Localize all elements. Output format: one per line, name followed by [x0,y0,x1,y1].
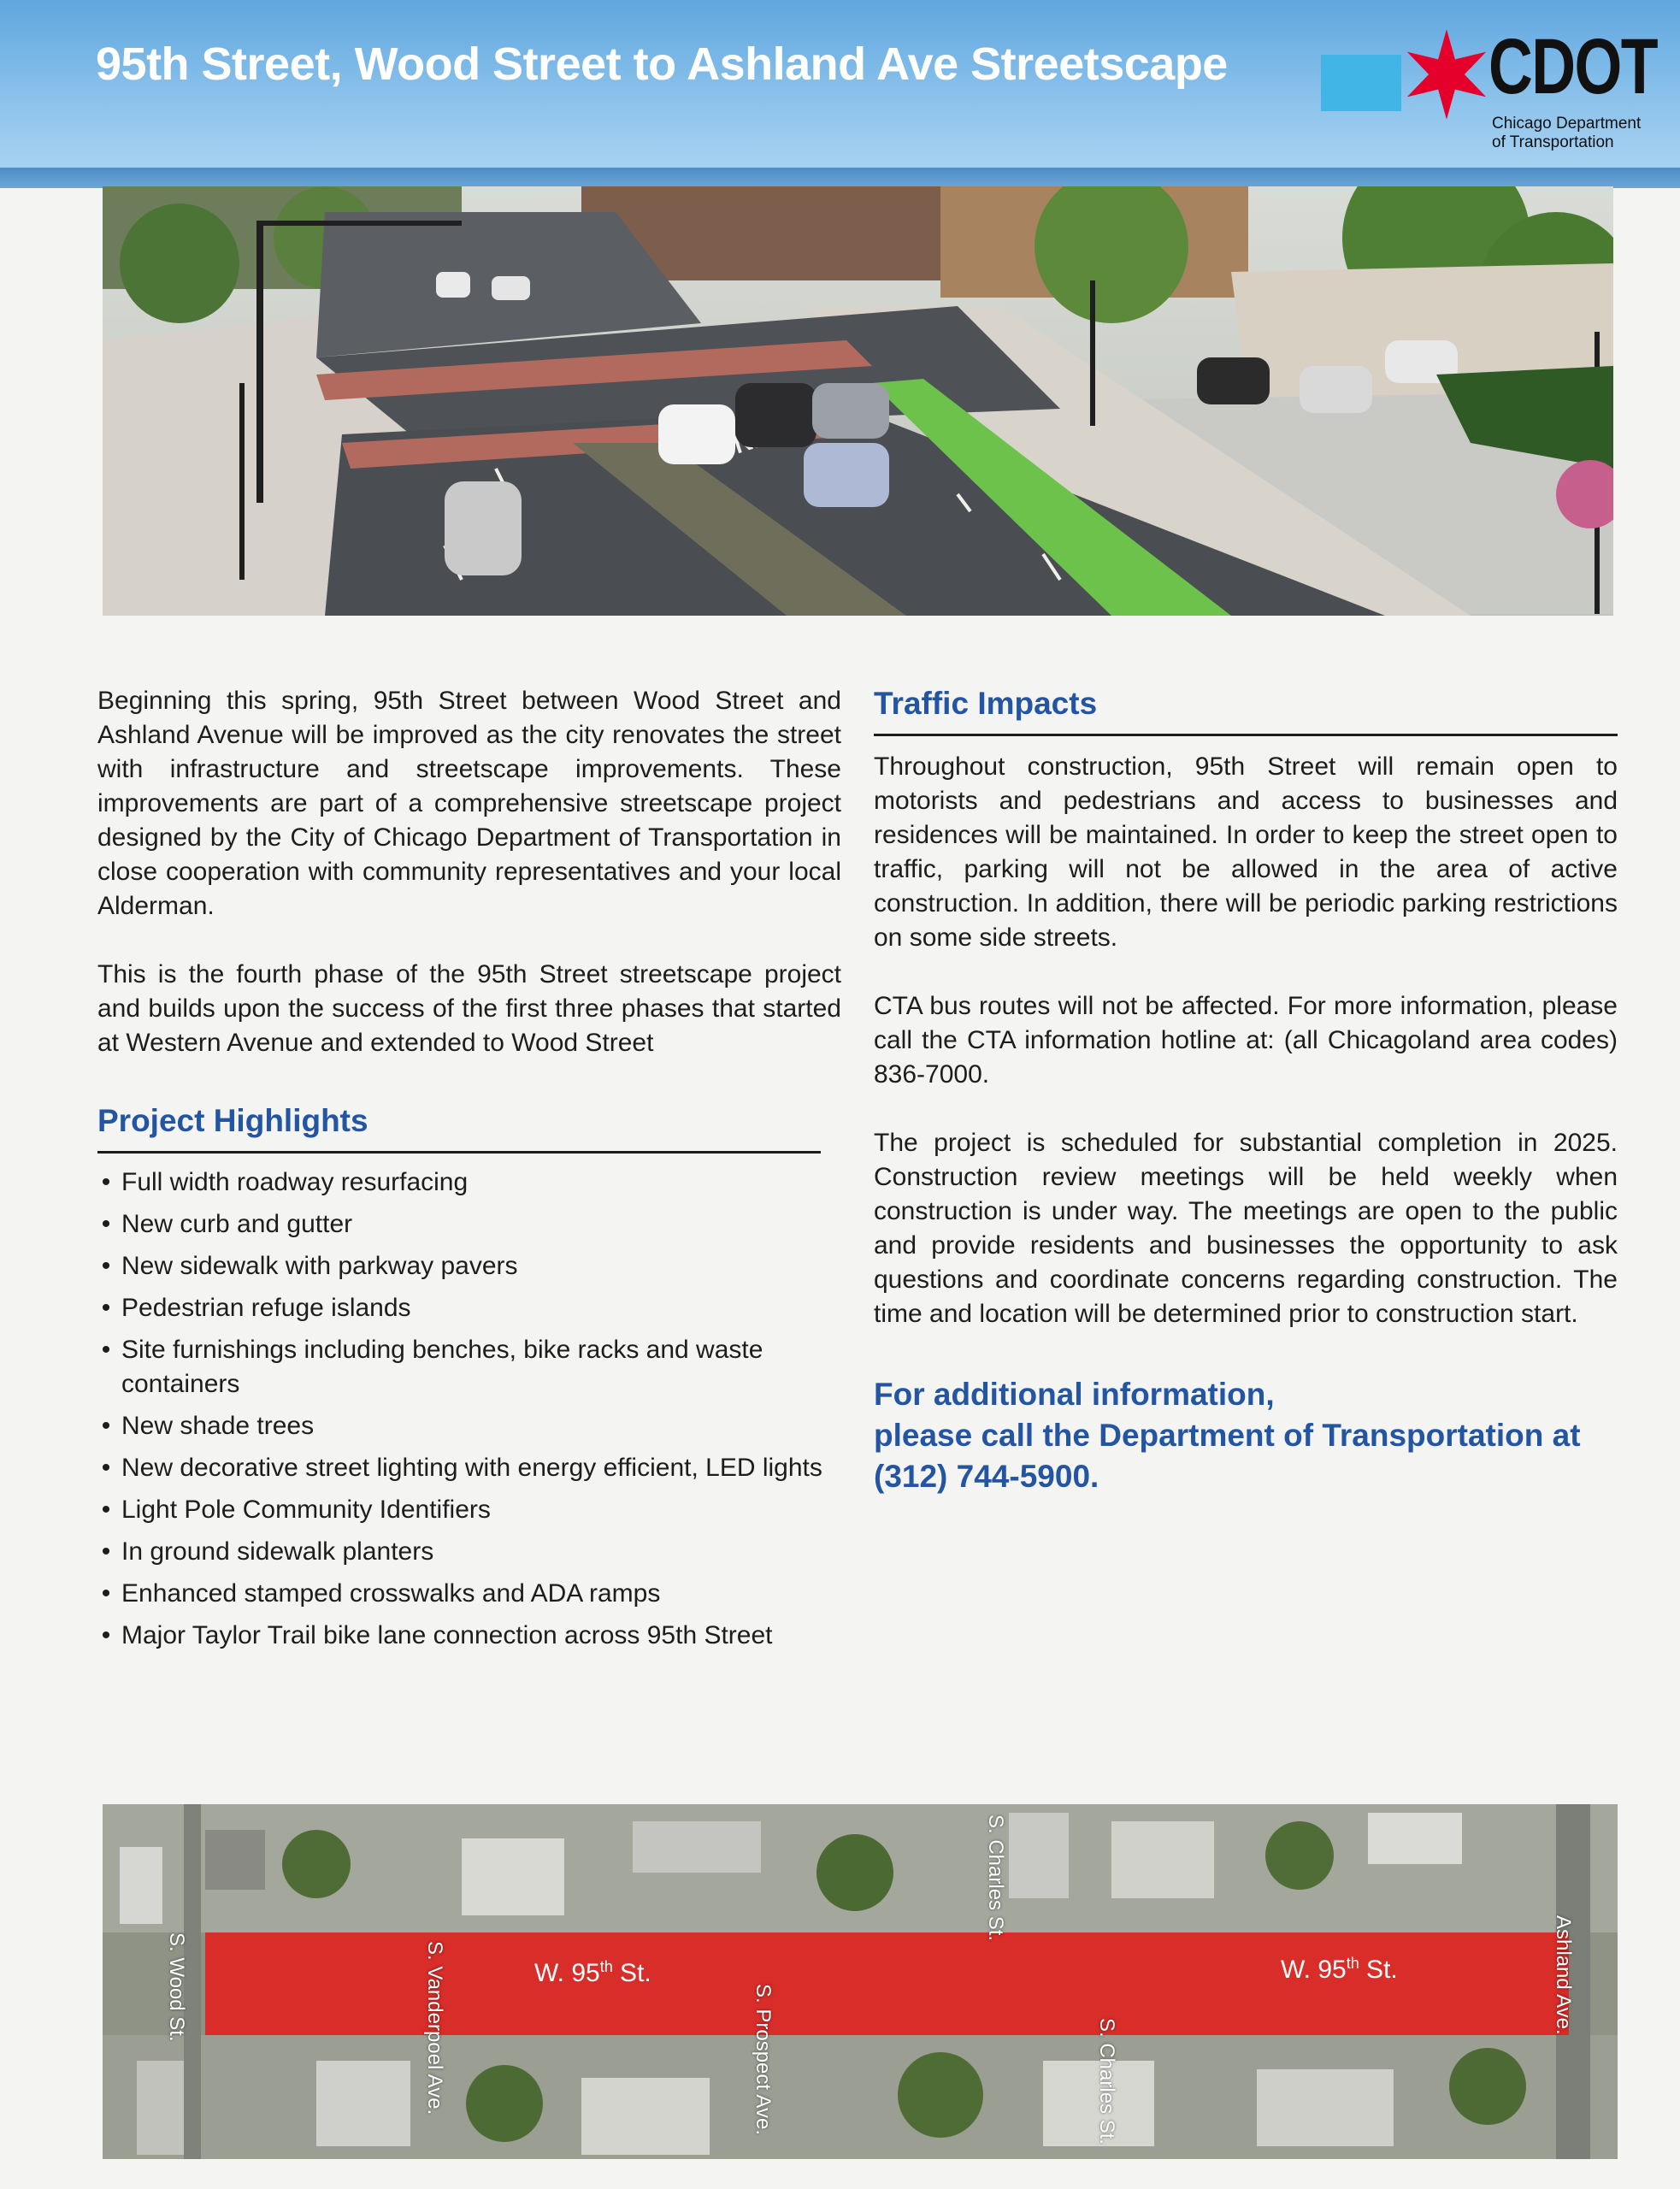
bullet-icon: • [101,1579,111,1608]
page-title: 95th Street, Wood Street to Ashland Ave Streetscape [96,38,1228,90]
contact-callout [874,1374,1618,1497]
cdot-logo [1321,23,1658,151]
logo-subtitle: Chicago Department of Transportation [1492,115,1642,151]
contact-line-2: please call the Department of Transportation at [874,1418,1581,1453]
bullet-icon: • [101,1294,111,1322]
contact-line-1: For additional information, [874,1377,1275,1412]
traffic-paragraph-3: The project is scheduled for substantial completion in 2025. Construction review meetings will be held weekly when construction is under way. The meetings are open to the public and provide residents and businesses the opportunity to ask questions and coordinate concerns regarding construction. The time and location will be determined prior to construction start. [874,1129,1618,1328]
traffic-impacts-body [874,750,1618,1331]
bullet-icon: • [101,1454,111,1482]
list-item: • Major Taylor Trail bike lane connection across 95th Street [97,1619,841,1653]
list-item: • New sidewalk with parkway pavers [97,1249,841,1283]
list-item: • Site furnishings including benches, bike racks and waste containers [97,1333,841,1401]
bullet-icon: • [101,1496,111,1524]
right-column [874,684,1618,1497]
intro-paragraph-1: Beginning this spring, 95th Street between Wood Street and Ashland Avenue will be improved as the city renovates the street with infrastructure and streetscape improvements. These improvements are part of a comprehensive streetscape project designed by the City of Chicago Department of Transportation in close cooperation with community representatives and your local Alderman. [97,687,841,920]
bullet-icon: • [101,1210,111,1238]
bullet-icon: • [101,1537,111,1566]
list-item: • Full width roadway resurfacing [97,1165,841,1200]
project-highlights-heading: Project Highlights [97,1101,821,1154]
left-column [97,684,841,1661]
main-street-label-east: W. 95th St. [1281,1955,1398,1984]
label-charles-st-north: S. Charles St. [984,1814,1007,1942]
list-item: • New decorative street lighting with energy efficient, LED lights [97,1451,841,1485]
list-item: • Pedestrian refuge islands [97,1291,841,1325]
logo-blue-bar [1321,55,1401,111]
bullet-icon: • [101,1412,111,1440]
project-highlights-list [97,1165,841,1653]
list-item: • New curb and gutter [97,1207,841,1242]
list-item: • Light Pole Community Identifiers [97,1493,841,1527]
bullet-icon: • [101,1252,111,1280]
bullet-icon: • [101,1621,111,1649]
project-area-map [103,1804,1618,2159]
list-item: • In ground sidewalk planters [97,1535,841,1569]
main-street-label-west: W. 95th St. [534,1958,651,1987]
traffic-impacts-heading: Traffic Impacts [874,684,1618,736]
list-item: • Enhanced stamped crosswalks and ADA ramps [97,1577,841,1611]
contact-phone: (312) 744-5900. [874,1459,1099,1494]
label-charles-st-south: S. Charles St. [1095,2018,1118,2145]
bullet-icon: • [101,1168,111,1196]
label-ashland-ave: Ashland Ave. [1552,1915,1575,2035]
traffic-paragraph-1: Throughout construction, 95th Street will remain open to motorists and pedestrians and access to businesses and residences will be maintained. In order to keep the street open to traffic, parking will not be allowed in the area of active construction. In addition, there will be periodic parking restrictions on some side streets. [874,752,1618,952]
list-item: • New shade trees [97,1409,841,1443]
header-stripe [0,168,1680,188]
bullet-icon: • [101,1336,111,1364]
chicago-star-icon [1400,27,1494,121]
logo-wordmark: CDOT [1488,23,1658,110]
traffic-paragraph-2: CTA bus routes will not be affected. For more information, please call the CTA information hotline at: (all Chicagoland area codes) 836-7000. [874,992,1618,1089]
header-banner [0,0,1680,171]
label-vanderpoel-ave: S. Vanderpoel Ave. [423,1941,446,2115]
label-wood-st: S. Wood St. [165,1932,188,2042]
street-rendering-image [103,186,1613,616]
intro-paragraph-2: This is the fourth phase of the 95th Street streetscape project and builds upon the success of the first three phases that started at Western Avenue and extended to Wood Street [97,960,841,1057]
label-prospect-ave: S. Prospect Ave. [752,1984,775,2135]
